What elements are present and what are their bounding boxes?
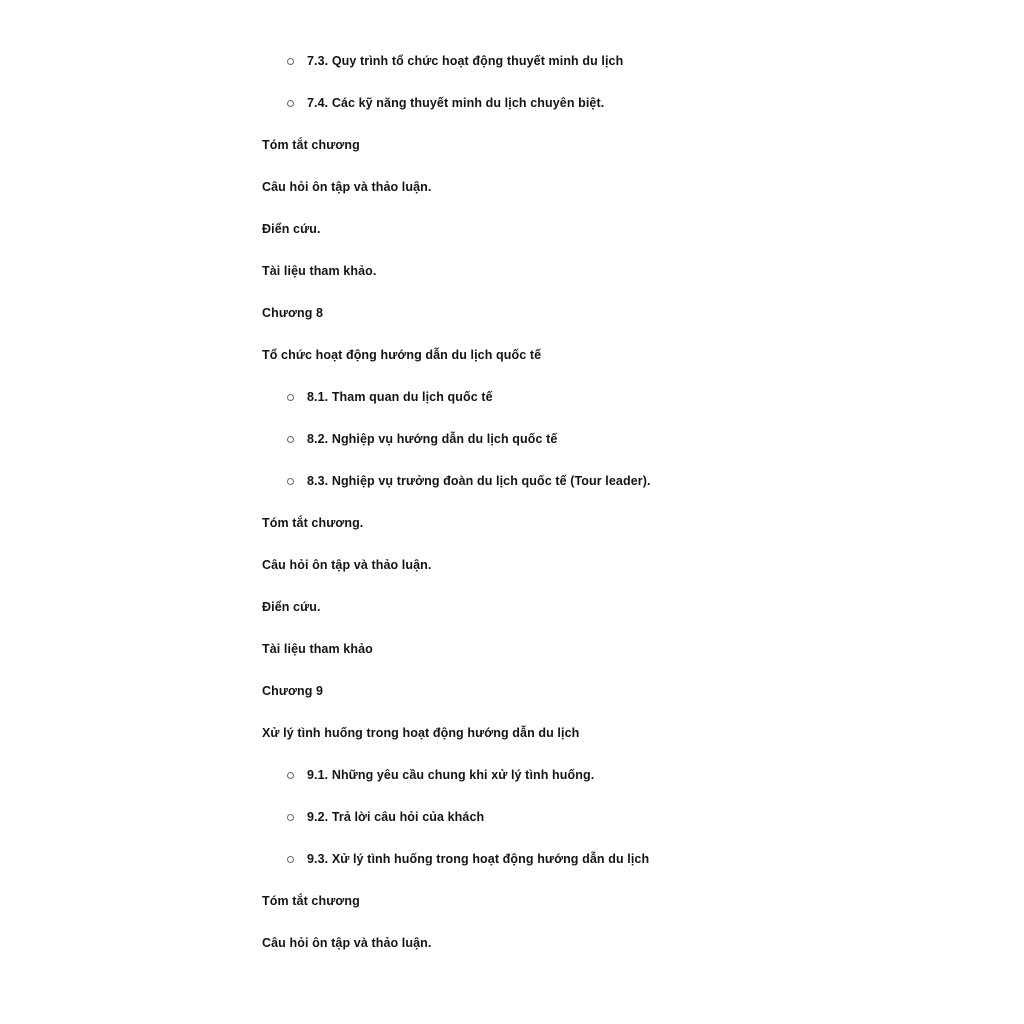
toc-item-text: 9.3. Xử lý tình huống trong hoạt động hướng dẫn du lịch	[307, 852, 650, 866]
toc-paragraph	[262, 166, 1024, 208]
toc-paragraph-text: Câu hỏi ôn tập và thảo luận.	[262, 558, 432, 572]
circle-bullet-icon	[287, 856, 294, 863]
toc-item-text: 9.1. Những yêu cầu chung khi xử lý tình huống.	[307, 768, 595, 782]
toc-paragraph	[262, 292, 1024, 334]
toc-bullet-item	[262, 460, 1024, 502]
toc-item-text: 8.2. Nghiệp vụ hướng dẫn du lịch quốc tế	[307, 432, 558, 446]
toc-paragraph	[262, 586, 1024, 628]
toc-item-text: 8.3. Nghiệp vụ trưởng đoàn du lịch quốc tế (Tour leader).	[307, 474, 651, 488]
toc-paragraph-text: Điển cứu.	[262, 222, 321, 236]
toc-paragraph-text: Điển cứu.	[262, 600, 321, 614]
toc-paragraph-text: Tóm tắt chương	[262, 138, 360, 152]
circle-bullet-icon	[287, 478, 294, 485]
toc-paragraph-text: Tóm tắt chương.	[262, 516, 364, 530]
circle-bullet-icon	[287, 394, 294, 401]
toc-paragraph	[262, 250, 1024, 292]
toc-paragraph	[262, 502, 1024, 544]
toc-paragraph	[262, 124, 1024, 166]
toc-item-text: 7.4. Các kỹ năng thuyết minh du lịch chuyên biệt.	[307, 96, 605, 110]
toc-bullet-item	[262, 418, 1024, 460]
circle-bullet-icon	[287, 814, 294, 821]
toc-paragraph-text: Câu hỏi ôn tập và thảo luận.	[262, 936, 432, 950]
toc-paragraph-text: Tài liệu tham khảo.	[262, 264, 377, 278]
toc-paragraph-text: Câu hỏi ôn tập và thảo luận.	[262, 180, 432, 194]
toc-paragraph	[262, 922, 1024, 964]
toc-bullet-item	[262, 82, 1024, 124]
toc-paragraph-text: Tóm tắt chương	[262, 894, 360, 908]
toc-paragraph	[262, 628, 1024, 670]
circle-bullet-icon	[287, 100, 294, 107]
toc-paragraph	[262, 880, 1024, 922]
table-of-contents	[262, 40, 1024, 964]
toc-bullet-item	[262, 838, 1024, 880]
toc-paragraph	[262, 334, 1024, 376]
toc-paragraph-text: Tổ chức hoạt động hướng dẫn du lịch quốc tế	[262, 348, 542, 362]
toc-paragraph-text: Chương 9	[262, 684, 324, 698]
toc-item-text: 7.3. Quy trình tổ chức hoạt động thuyết minh du lịch	[307, 54, 624, 68]
toc-bullet-item	[262, 796, 1024, 838]
circle-bullet-icon	[287, 772, 294, 779]
toc-paragraph-text: Tài liệu tham khảo	[262, 642, 373, 656]
toc-paragraph-text: Chương 8	[262, 306, 324, 320]
circle-bullet-icon	[287, 436, 294, 443]
toc-paragraph-text: Xử lý tình huống trong hoạt động hướng dẫn du lịch	[262, 726, 580, 740]
toc-paragraph	[262, 544, 1024, 586]
toc-bullet-item	[262, 376, 1024, 418]
toc-paragraph	[262, 670, 1024, 712]
toc-bullet-item	[262, 40, 1024, 82]
toc-bullet-item	[262, 754, 1024, 796]
toc-paragraph	[262, 712, 1024, 754]
toc-item-text: 9.2. Trả lời câu hỏi của khách	[307, 810, 485, 824]
toc-paragraph	[262, 208, 1024, 250]
circle-bullet-icon	[287, 58, 294, 65]
toc-item-text: 8.1. Tham quan du lịch quốc tế	[307, 390, 493, 404]
